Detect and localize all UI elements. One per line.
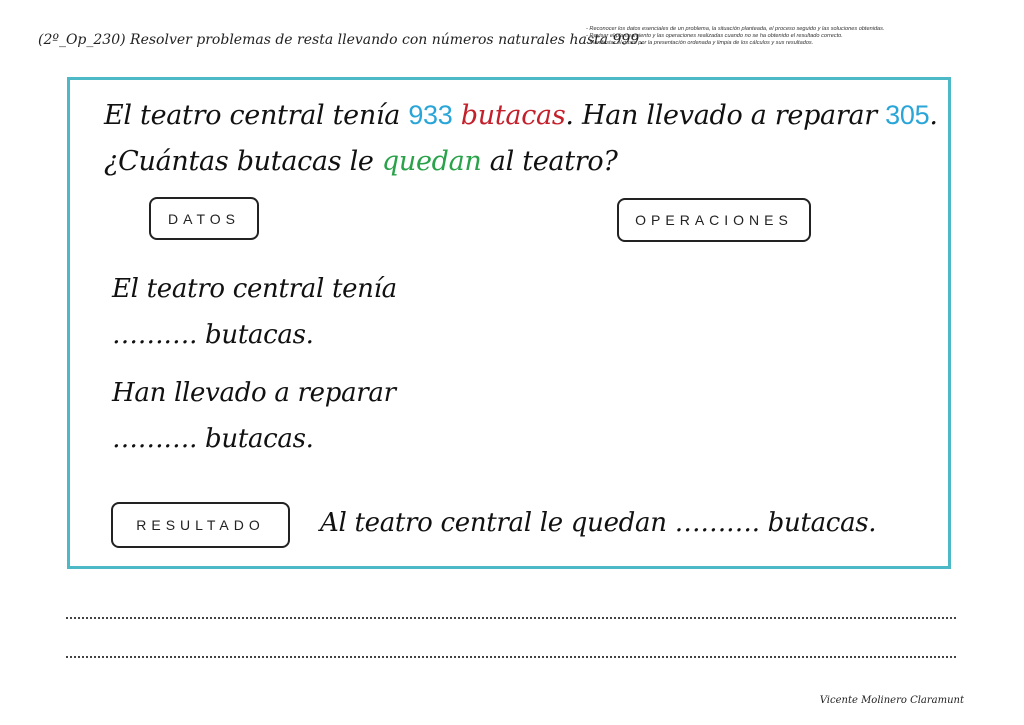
highlight-butacas: butacas [460, 100, 566, 131]
problem-line-1 [104, 92, 938, 139]
problem-text: al teatro? [481, 146, 618, 177]
problem-statement [104, 92, 938, 185]
number-933: 933 [408, 100, 453, 130]
datos-line-2[interactable]: ………. butacas. [112, 320, 314, 350]
datos-line-3: Han llevado a reparar [112, 378, 396, 408]
objective-item: - Manifestar el gusto por la presentación ordenada y limpia de los cálculos y sus resultados. [586, 40, 814, 47]
datos-line-1: El teatro central tenía [112, 274, 397, 304]
operaciones-label: OPERACIONES [617, 198, 811, 242]
objectives-list [586, 26, 1006, 48]
number-305: 305 [885, 100, 930, 130]
answer-line-1[interactable] [66, 617, 956, 619]
datos-label: DATOS [149, 197, 259, 240]
author-credit: Vicente Molinero Claramunt [819, 695, 964, 706]
answer-line-2[interactable] [66, 656, 956, 658]
objective-item: - Revisar el planteamiento y las operaciones realizadas cuando no se ha obtenido el resultado correcto. [586, 33, 843, 40]
problem-line-2 [104, 139, 938, 185]
problem-text: . Han llevado a reparar [565, 100, 886, 131]
datos-line-4[interactable]: ………. butacas. [112, 424, 314, 454]
problem-text: . [929, 100, 938, 131]
resultado-label: RESULTADO [111, 502, 290, 548]
problem-text: El teatro central tenía [104, 100, 409, 131]
objective-item: - Reconocer los datos esenciales de un problema, la situación planteada, el proceso seguido y las soluciones obtenidas. [586, 26, 885, 32]
highlight-quedan: quedan [381, 146, 482, 177]
worksheet-title: (2º_Op_230) Resolver problemas de resta llevando con números naturales hasta 999. [38, 32, 644, 48]
problem-text [453, 100, 461, 131]
problem-text: ¿Cuántas butacas le [104, 146, 382, 177]
result-sentence[interactable]: Al teatro central le quedan ………. butacas. [320, 508, 877, 538]
